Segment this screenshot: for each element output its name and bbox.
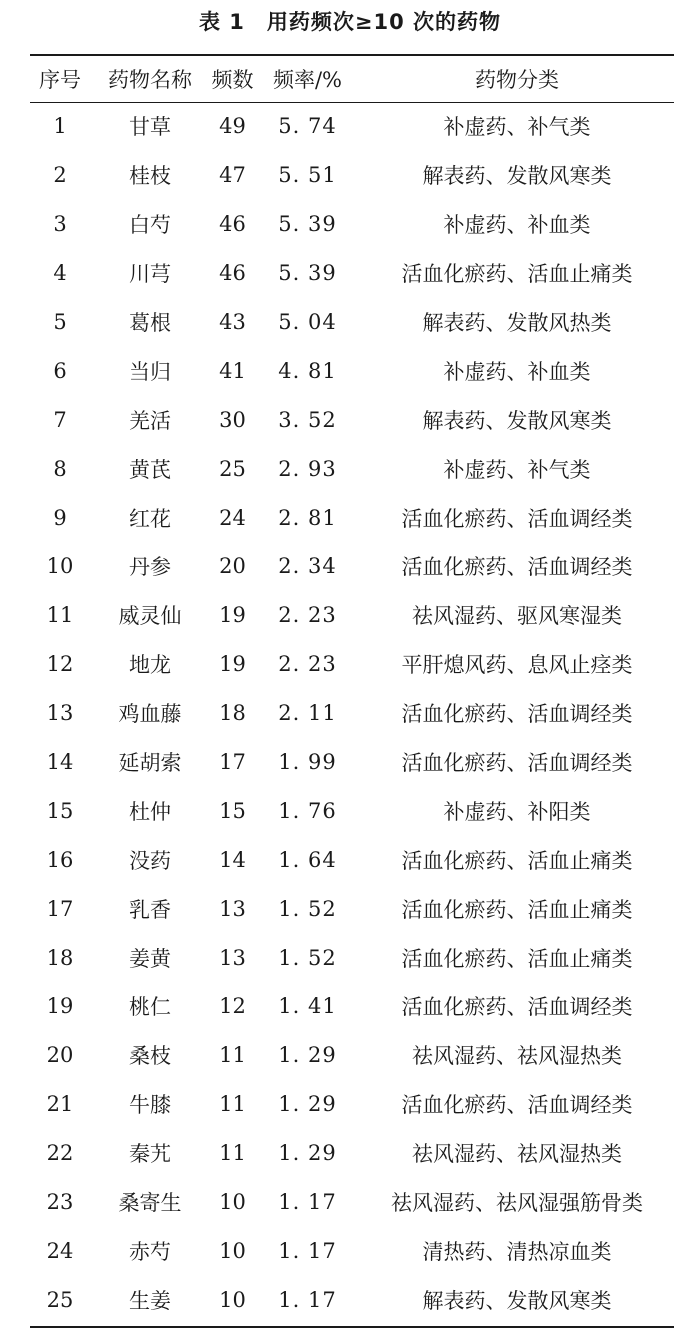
cell-frequency-rate: 1. 17 <box>278 1287 337 1312</box>
cell-serial-number: 21 <box>46 1092 74 1117</box>
cell-herb-name: 红花 <box>129 506 171 531</box>
cell-serial-number: 2 <box>53 163 67 188</box>
cell-herb-name: 桑寄生 <box>118 1191 182 1216</box>
cell-herb-name: 杜仲 <box>129 799 171 824</box>
cell-herb-category: 祛风湿药、祛风湿强筋骨类 <box>391 1191 643 1216</box>
cell-serial-number: 3 <box>53 212 67 237</box>
cell-serial-number: 1 <box>53 114 67 139</box>
cell-herb-name: 威灵仙 <box>118 604 182 629</box>
cell-herb-name: 川芎 <box>129 262 171 287</box>
cell-frequency-count: 14 <box>219 847 246 872</box>
header-serial-number: 序号 <box>39 68 81 92</box>
table-caption-label: 表 1 <box>198 10 245 34</box>
cell-serial-number: 8 <box>53 456 67 481</box>
cell-herb-name: 牛膝 <box>129 1093 171 1118</box>
cell-frequency-count: 43 <box>219 310 246 334</box>
cell-frequency-rate: 1. 41 <box>278 994 337 1019</box>
cell-herb-category: 活血化瘀药、活血止痛类 <box>401 848 633 873</box>
table-row <box>30 640 674 689</box>
cell-herb-category: 补虚药、补气类 <box>443 457 591 482</box>
cell-herb-name: 桃仁 <box>129 995 171 1020</box>
table-row <box>30 444 674 493</box>
cell-serial-number: 23 <box>46 1190 74 1215</box>
cell-frequency-rate: 1. 17 <box>278 1238 337 1263</box>
cell-herb-category: 解表药、发散风寒类 <box>422 408 612 433</box>
table-row <box>30 738 674 787</box>
cell-herb-name: 地龙 <box>129 653 171 678</box>
cell-herb-name: 桂枝 <box>129 164 171 189</box>
cell-frequency-count: 15 <box>219 798 246 823</box>
table-row <box>30 689 674 738</box>
table-row <box>30 933 674 982</box>
table-row <box>30 542 674 591</box>
table-row <box>30 151 674 200</box>
cell-herb-category: 活血化瘀药、活血止痛类 <box>401 262 633 287</box>
cell-herb-category: 祛风湿药、驱风寒湿类 <box>412 604 622 629</box>
cell-frequency-count: 46 <box>219 212 246 237</box>
cell-frequency-count: 47 <box>219 163 246 188</box>
cell-serial-number: 4 <box>53 261 67 286</box>
cell-frequency-rate: 1. 29 <box>278 1141 337 1166</box>
cell-serial-number: 15 <box>46 798 74 823</box>
cell-frequency-rate: 1. 52 <box>278 945 337 970</box>
table-row <box>30 1129 674 1178</box>
cell-frequency-rate: 5. 39 <box>278 261 337 286</box>
cell-serial-number: 22 <box>46 1141 74 1166</box>
table-row <box>30 884 674 933</box>
cell-frequency-rate: 1. 17 <box>278 1190 337 1215</box>
cell-herb-category: 解表药、发散风寒类 <box>422 164 612 189</box>
table-row <box>30 249 674 298</box>
cell-frequency-rate: 1. 64 <box>278 847 337 872</box>
cell-herb-category: 活血化瘀药、活血调经类 <box>401 702 633 727</box>
cell-herb-name: 姜黄 <box>129 946 171 971</box>
cell-frequency-rate: 2. 34 <box>278 554 337 579</box>
cell-frequency-count: 10 <box>219 1238 246 1263</box>
cell-herb-category: 平肝熄风药、息风止痉类 <box>401 653 633 678</box>
cell-herb-name: 生姜 <box>129 1288 171 1313</box>
cell-frequency-rate: 1. 29 <box>278 1092 337 1117</box>
cell-herb-name: 当归 <box>129 359 171 384</box>
cell-frequency-rate: 2. 81 <box>278 505 337 530</box>
cell-serial-number: 24 <box>46 1238 74 1263</box>
herb-frequency-table <box>30 56 674 1324</box>
cell-herb-name: 白芍 <box>129 213 171 238</box>
cell-herb-name: 丹参 <box>129 555 171 580</box>
cell-frequency-count: 12 <box>219 994 246 1019</box>
table-row <box>30 982 674 1031</box>
cell-serial-number: 7 <box>53 407 67 432</box>
table-row <box>30 298 674 347</box>
cell-serial-number: 6 <box>53 358 67 383</box>
header-frequency-rate: 频率/% <box>272 68 343 92</box>
cell-herb-name: 黄芪 <box>129 457 171 482</box>
table-caption-title: 用药频次≥10 次的药物 <box>266 10 502 34</box>
cell-herb-category: 解表药、发散风寒类 <box>422 1288 612 1313</box>
cell-herb-category: 活血化瘀药、活血调经类 <box>401 751 633 776</box>
cell-herb-name: 赤芍 <box>129 1239 171 1264</box>
header-frequency-count: 频数 <box>211 68 254 92</box>
table-row <box>30 102 674 151</box>
cell-frequency-rate: 5. 39 <box>278 212 337 237</box>
cell-herb-name: 鸡血藤 <box>118 702 182 727</box>
cell-herb-category: 祛风湿药、祛风湿热类 <box>412 1044 622 1069</box>
cell-serial-number: 5 <box>53 310 67 334</box>
cell-serial-number: 14 <box>46 750 74 775</box>
cell-serial-number: 9 <box>53 505 67 530</box>
cell-frequency-rate: 5. 51 <box>278 163 337 188</box>
header-herb-category: 药物分类 <box>475 68 559 92</box>
cell-frequency-count: 18 <box>219 701 246 726</box>
cell-serial-number: 12 <box>46 652 74 677</box>
cell-frequency-rate: 1. 76 <box>278 798 337 823</box>
cell-herb-category: 清热药、清热凉血类 <box>422 1239 612 1264</box>
cell-herb-name: 甘草 <box>129 115 171 140</box>
table-row <box>30 200 674 249</box>
cell-frequency-count: 46 <box>219 261 246 286</box>
cell-frequency-count: 19 <box>219 603 246 628</box>
table-row <box>30 1226 674 1275</box>
cell-frequency-count: 49 <box>219 114 246 139</box>
cell-frequency-count: 24 <box>219 505 246 530</box>
table-row <box>30 1178 674 1227</box>
cell-herb-category: 祛风湿药、祛风湿热类 <box>412 1142 622 1167</box>
cell-frequency-rate: 5. 74 <box>278 114 337 139</box>
table-row <box>30 835 674 884</box>
table-row <box>30 1080 674 1129</box>
table-body <box>30 102 674 1324</box>
cell-herb-name: 乳香 <box>129 897 171 922</box>
cell-frequency-count: 25 <box>219 456 246 481</box>
table-header-row <box>30 56 674 102</box>
header-herb-name: 药物名称 <box>108 68 192 92</box>
table-row <box>30 346 674 395</box>
cell-serial-number: 13 <box>46 701 74 726</box>
cell-frequency-count: 19 <box>219 652 246 677</box>
cell-serial-number: 19 <box>46 994 74 1019</box>
cell-herb-name: 没药 <box>129 848 171 873</box>
cell-frequency-rate: 2. 93 <box>278 456 337 481</box>
cell-frequency-count: 30 <box>219 407 246 432</box>
table-row <box>30 1275 674 1324</box>
cell-frequency-count: 13 <box>219 945 246 970</box>
cell-herb-category: 解表药、发散风热类 <box>422 311 612 335</box>
cell-frequency-rate: 2. 11 <box>278 701 337 726</box>
cell-herb-category: 补虚药、补血类 <box>443 213 591 238</box>
table-bottom-rule <box>30 1326 674 1328</box>
cell-frequency-count: 20 <box>219 554 246 579</box>
cell-serial-number: 17 <box>46 896 74 921</box>
table-row <box>30 395 674 444</box>
cell-frequency-count: 11 <box>219 1092 246 1117</box>
table-row <box>30 591 674 640</box>
cell-herb-category: 活血化瘀药、活血调经类 <box>401 995 633 1020</box>
cell-serial-number: 20 <box>46 1043 74 1068</box>
cell-herb-category: 补虚药、补血类 <box>443 359 591 384</box>
cell-frequency-count: 13 <box>219 896 246 921</box>
cell-herb-name: 羌活 <box>129 408 171 433</box>
cell-herb-name: 葛根 <box>129 311 171 335</box>
cell-frequency-rate: 4. 81 <box>278 358 337 383</box>
cell-herb-category: 活血化瘀药、活血调经类 <box>401 555 633 580</box>
cell-serial-number: 25 <box>46 1287 74 1312</box>
cell-herb-category: 补虚药、补气类 <box>443 115 591 140</box>
cell-frequency-rate: 5. 04 <box>278 310 337 334</box>
table-row <box>30 1031 674 1080</box>
cell-frequency-rate: 3. 52 <box>278 407 337 432</box>
cell-herb-name: 秦艽 <box>129 1142 171 1167</box>
cell-serial-number: 10 <box>46 554 74 579</box>
cell-frequency-rate: 1. 52 <box>278 896 337 921</box>
cell-frequency-count: 41 <box>219 358 246 383</box>
cell-herb-category: 活血化瘀药、活血止痛类 <box>401 946 633 971</box>
cell-frequency-rate: 1. 99 <box>278 750 337 775</box>
table-row <box>30 786 674 835</box>
cell-frequency-count: 11 <box>219 1043 246 1068</box>
cell-serial-number: 18 <box>46 945 74 970</box>
cell-serial-number: 16 <box>46 847 74 872</box>
cell-frequency-count: 11 <box>219 1141 246 1166</box>
cell-herb-category: 补虚药、补阳类 <box>443 799 591 824</box>
cell-herb-category: 活血化瘀药、活血调经类 <box>401 506 633 531</box>
cell-frequency-rate: 2. 23 <box>278 603 337 628</box>
cell-frequency-count: 10 <box>219 1190 246 1215</box>
cell-frequency-rate: 1. 29 <box>278 1043 337 1068</box>
cell-frequency-count: 10 <box>219 1287 246 1312</box>
cell-serial-number: 11 <box>46 603 74 628</box>
cell-herb-name: 延胡索 <box>118 751 182 776</box>
cell-herb-name: 桑枝 <box>129 1044 171 1069</box>
cell-frequency-rate: 2. 23 <box>278 652 337 677</box>
cell-herb-category: 活血化瘀药、活血调经类 <box>401 1093 633 1118</box>
table-row <box>30 493 674 542</box>
cell-frequency-count: 17 <box>219 750 246 775</box>
cell-herb-category: 活血化瘀药、活血止痛类 <box>401 897 633 922</box>
table-caption <box>0 6 700 38</box>
